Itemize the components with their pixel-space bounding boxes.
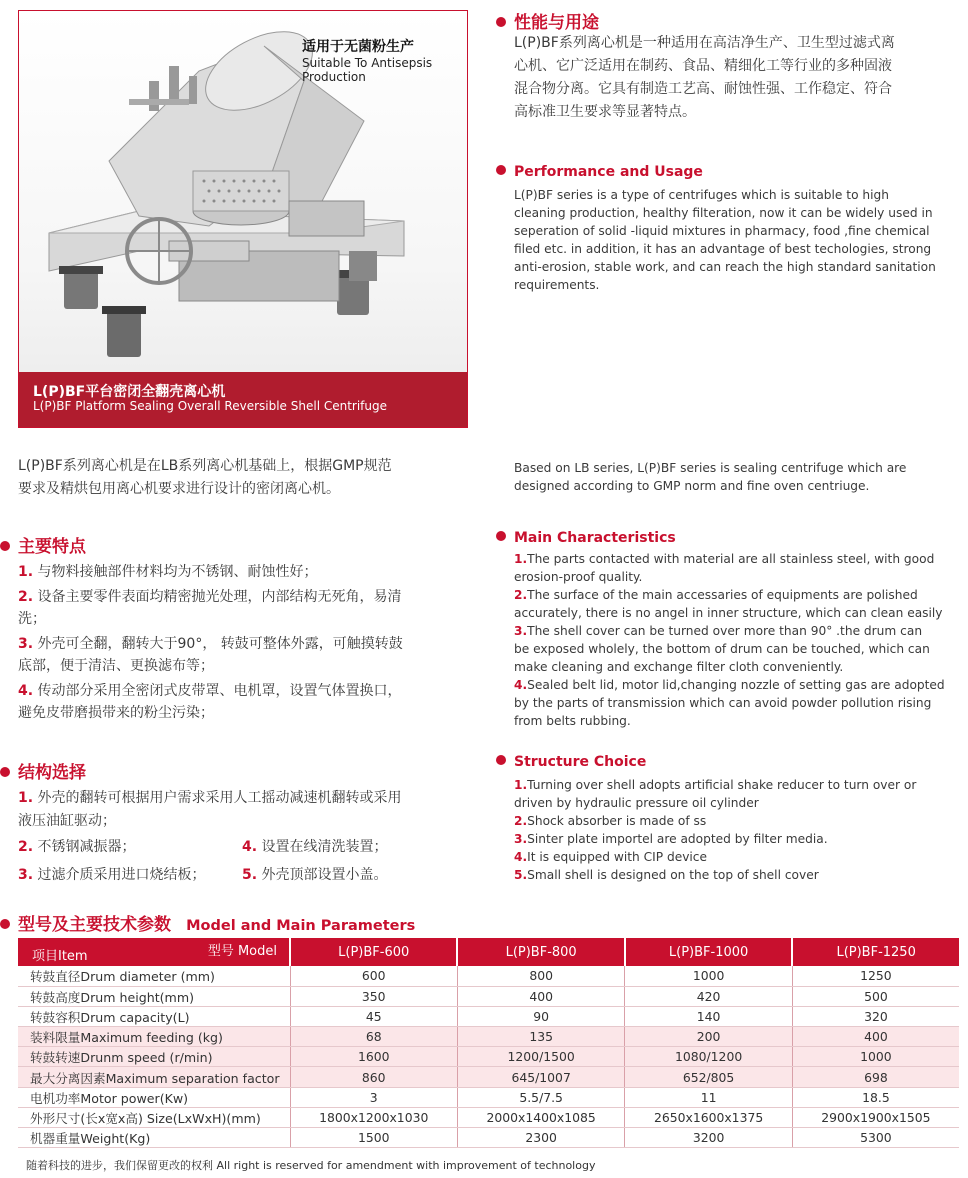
bullet-dot-icon (0, 767, 10, 777)
footnote: 随着科技的进步，我们保留更改的权利 All right is reserved for amendment with improvement of technology (26, 1159, 596, 1172)
text-line: 设备主要零件表面均精密抛光处理，内部结构无死角，易清 (37, 588, 402, 605)
params-heading-cn (0, 915, 171, 935)
table-cell: 200 (625, 1027, 792, 1047)
row-label: 转鼓高度Drum height(mm) (18, 986, 290, 1006)
row-label: 外形尺寸(长x宽x高) Size(LxWxH)(mm) (18, 1107, 290, 1127)
row-label: 最大分离因素Maximum separation factor (18, 1067, 290, 1087)
table-row (18, 1006, 959, 1026)
text-line: accurately, there is no angel in inner structure, which can clean easily (514, 606, 943, 620)
corner-model-label: 型号 Model (207, 944, 277, 959)
row-label: 装料限量Maximum feeding (kg) (18, 1027, 290, 1047)
text-line: seperation of solid -liquid mixtures in pharmacy, food ,fine chemical (514, 224, 930, 238)
list-item (514, 776, 966, 812)
text-line: 避免皮带磨损带来的粉尘污染； (18, 705, 214, 721)
table-row (18, 986, 959, 1006)
list-item (18, 680, 480, 725)
heading-text: 结构选择 (18, 763, 86, 783)
table-cell: 90 (457, 1006, 624, 1026)
structure-heading-en (496, 754, 966, 770)
model-header: L(P)BF-1250 (792, 938, 959, 966)
model-header: L(P)BF-600 (290, 938, 457, 966)
list-item (242, 864, 388, 887)
item-number: 5. (242, 867, 258, 883)
table-row (18, 1128, 959, 1148)
text-line: erosion-proof quality. (514, 570, 643, 584)
model-header: L(P)BF-1000 (625, 938, 792, 966)
list-item (514, 812, 966, 830)
list-item (514, 676, 966, 730)
tagline-en-line: Suitable To Antisepsis (302, 56, 433, 70)
row-label: 转鼓转速Drunm speed (r/min) (18, 1047, 290, 1067)
table-cell: 1800x1200x1030 (290, 1107, 457, 1127)
text-line: 外壳可全翻，翻转大于90°， 转鼓可整体外露，可触摸转鼓 (37, 635, 403, 652)
list-item (514, 866, 966, 884)
performance-heading-en (496, 164, 966, 180)
intro-en (514, 459, 964, 495)
list-item (514, 622, 966, 676)
performance-en-section (496, 164, 966, 294)
text-line: anti-erosion, stable work, and can reach the high standard sanitation (514, 260, 936, 274)
table-cell: 860 (290, 1067, 457, 1087)
table-row (18, 966, 959, 986)
table-cell: 5.5/7.5 (457, 1087, 624, 1107)
table-row (18, 1047, 959, 1067)
table-cell: 1500 (290, 1128, 457, 1148)
table-cell: 3200 (625, 1128, 792, 1148)
params-heading-en: Model and Main Parameters (186, 918, 416, 934)
bullet-dot-icon (0, 541, 10, 551)
intro-cn (18, 455, 488, 501)
item-number: 3. (18, 867, 34, 883)
table-cell: 698 (792, 1067, 959, 1087)
table-cell: 2000x1400x1085 (457, 1107, 624, 1127)
text-line: 底部，便于清洁、更换滤布等； (18, 658, 214, 674)
table-cell: 11 (625, 1087, 792, 1107)
list-item (18, 836, 136, 859)
text-line: 高标准卫生要求等显著特点。 (514, 104, 696, 120)
characteristics-heading-en (496, 530, 966, 546)
performance-text-en (514, 186, 966, 294)
text-line: 液压油缸驱动； (18, 812, 116, 829)
text-line: 不锈钢减振器； (37, 839, 136, 855)
text-line: 外壳顶部设置小盖。 (261, 867, 388, 883)
item-number: 2. (18, 588, 34, 605)
text-line: requirements. (514, 278, 600, 292)
text-line: The shell cover can be turned over more than 90° .the drum can (527, 624, 923, 638)
item-number: 4. (18, 682, 34, 699)
table-cell: 1000 (625, 966, 792, 986)
performance-heading-cn (496, 8, 966, 33)
performance-cn-section (496, 8, 966, 124)
tagline-en-line: Production (302, 70, 366, 84)
row-label: 电机功率Motor power(Kw) (18, 1087, 290, 1107)
heading-text: 型号及主要技术参数 (18, 915, 171, 935)
product-title-cn: L(P)BF平台密闭全翻壳离心机 (33, 384, 226, 400)
tagline-en (302, 56, 462, 84)
text-line: It is equipped with CIP device (527, 850, 707, 864)
table-body (18, 966, 959, 1148)
heading-text: Main Characteristics (514, 530, 676, 546)
table-cell: 400 (792, 1027, 959, 1047)
table-cell: 645/1007 (457, 1067, 624, 1087)
table-cell: 1080/1200 (625, 1047, 792, 1067)
bullet-dot-icon (496, 755, 506, 765)
table-cell: 320 (792, 1006, 959, 1026)
characteristics-heading-cn (0, 532, 480, 557)
row-label: 转鼓容积Drum capacity(L) (18, 1006, 290, 1026)
text-line: 心机、它广泛适用在制药、食品、精细化工等行业的多种固液 (514, 58, 892, 74)
table-cell: 3 (290, 1087, 457, 1107)
product-title-en: L(P)BF Platform Sealing Overall Reversible Shell Centrifuge (33, 399, 388, 413)
heading-text: 性能与用途 (514, 13, 599, 33)
corner-header (18, 938, 290, 966)
list-item (18, 633, 480, 678)
list-item (18, 787, 480, 832)
text-line: 设置在线清洗装置； (261, 839, 388, 855)
characteristics-en-section (496, 530, 966, 730)
text-line: filed etc. in addition, it has an advantage of best techologies, strong (514, 242, 932, 256)
structure-en-section (496, 754, 966, 884)
text-line: Small shell is designed on the top of shell cover (527, 868, 819, 882)
text-line: 外壳的翻转可根据用户需求采用人工摇动减速机翻转或采用 (37, 790, 402, 806)
text-line: Sealed belt lid, motor lid,changing nozzle of setting gas are adopted (527, 678, 945, 692)
text-line: driven by hydraulic pressure oil cylinder (514, 796, 759, 810)
table-row (18, 1087, 959, 1107)
table-cell: 420 (625, 986, 792, 1006)
text-line: L(P)BF系列离心机是在LB系列离心机基础上，根据GMP规范 (18, 458, 392, 474)
table-cell: 5300 (792, 1128, 959, 1148)
table-row (18, 1107, 959, 1127)
table-cell: 140 (625, 1006, 792, 1026)
item-number: 1. (514, 778, 528, 792)
item-number: 4. (514, 678, 528, 692)
table-cell: 600 (290, 966, 457, 986)
structure-heading-cn (0, 758, 480, 783)
table-cell: 45 (290, 1006, 457, 1026)
row-label: 转鼓直径Drum diameter (mm) (18, 966, 290, 986)
text-line: The parts contacted with material are all stainless steel, with good (527, 552, 935, 566)
bullet-dot-icon (496, 165, 506, 175)
table-cell: 400 (457, 986, 624, 1006)
table-cell: 350 (290, 986, 457, 1006)
item-number: 5. (514, 868, 528, 882)
params-heading (0, 910, 968, 935)
text-line: 混合物分离。它具有制造工艺高、耐蚀性强、工作稳定、符合 (514, 81, 892, 97)
table-cell: 1250 (792, 966, 959, 986)
row-label: 机器重量Weight(Kg) (18, 1128, 290, 1148)
characteristics-list-cn (18, 561, 480, 725)
table-row (18, 1067, 959, 1087)
heading-text: Structure Choice (514, 754, 647, 770)
text-line: be exposed wholely, the bottom of drum can be touched, which can (514, 642, 930, 656)
characteristics-list-en (514, 550, 966, 730)
list-item (18, 864, 206, 887)
text-line: Based on LB series, L(P)BF series is sealing centrifuge which are (514, 461, 907, 475)
list-item (514, 848, 966, 866)
item-number: 3. (514, 624, 528, 638)
table-cell: 18.5 (792, 1087, 959, 1107)
text-line: L(P)BF系列离心机是一种适用在高洁净生产、卫生型过滤式离 (514, 35, 895, 51)
params-table (18, 938, 959, 1148)
model-header: L(P)BF-800 (457, 938, 624, 966)
product-caption-bar (19, 372, 467, 427)
text-line: 与物料接触部件材料均为不锈钢、耐蚀性好； (37, 564, 318, 580)
text-line: from belts rubbing. (514, 714, 631, 728)
table-header-row (18, 938, 959, 966)
list-item (18, 586, 480, 631)
text-line: cleaning production, healthy filteration, now it can be widely used in (514, 206, 933, 220)
list-row (18, 836, 480, 860)
table-cell: 500 (792, 986, 959, 1006)
item-number: 2. (514, 814, 528, 828)
heading-text: 主要特点 (18, 537, 86, 557)
text-line: Sinter plate importel are adopted by filter media. (527, 832, 828, 846)
item-number: 1. (514, 552, 528, 566)
item-number: 1. (18, 564, 34, 580)
bullet-dot-icon (496, 531, 506, 541)
list-item (514, 550, 966, 586)
list-item (242, 836, 388, 859)
item-number: 3. (18, 635, 34, 652)
tagline-cn: 适用于无菌粉生产 (302, 39, 414, 55)
structure-list-cn (18, 787, 480, 888)
text-line: L(P)BF series is a type of centrifuges which is suitable to high (514, 188, 889, 202)
item-number: 4. (514, 850, 528, 864)
text-line: make cleaning and exchange filter cloth conveniently. (514, 660, 844, 674)
text-line: Shock absorber is made of ss (527, 814, 707, 828)
list-item (18, 561, 480, 584)
list-item (514, 830, 966, 848)
text-line: The surface of the main accessaries of equipments are polished (527, 588, 918, 602)
table-cell: 2900x1900x1505 (792, 1107, 959, 1127)
table-cell: 2300 (457, 1128, 624, 1148)
item-number: 2. (514, 588, 528, 602)
table-cell: 135 (457, 1027, 624, 1047)
text-line: 传动部分采用全密闭式皮带罩、电机罩，设置气体置换口， (37, 682, 402, 699)
table-cell: 68 (290, 1027, 457, 1047)
table-cell: 1000 (792, 1047, 959, 1067)
text-line: designed according to GMP norm and fine oven centriuge. (514, 479, 870, 493)
bullet-dot-icon (0, 919, 10, 929)
heading-text: Performance and Usage (514, 164, 703, 180)
table-row (18, 1027, 959, 1047)
structure-cn-section (0, 758, 480, 888)
text-line: Turning over shell adopts artificial shake reducer to turn over or (527, 778, 917, 792)
item-number: 4. (242, 839, 258, 855)
item-number: 3. (514, 832, 528, 846)
performance-text-cn (514, 32, 966, 124)
text-line: by the parts of transmission which can avoid powder pollution rising (514, 696, 932, 710)
text-line: 过滤介质采用进口烧结板； (37, 867, 206, 883)
text-line: 要求及精烘包用离心机要求进行设计的密闭离心机。 (18, 481, 340, 497)
item-number: 1. (18, 790, 34, 806)
corner-item-label: 项目Item (32, 949, 88, 964)
item-number: 2. (18, 839, 34, 855)
table-cell: 652/805 (625, 1067, 792, 1087)
bullet-dot-icon (496, 17, 506, 27)
structure-list-en (514, 776, 966, 884)
characteristics-cn-section (0, 532, 480, 725)
table-cell: 2650x1600x1375 (625, 1107, 792, 1127)
table-cell: 1200/1500 (457, 1047, 624, 1067)
table-cell: 800 (457, 966, 624, 986)
list-row (18, 864, 480, 888)
table-cell: 1600 (290, 1047, 457, 1067)
text-line: 洗； (18, 611, 46, 627)
list-item (514, 586, 966, 622)
